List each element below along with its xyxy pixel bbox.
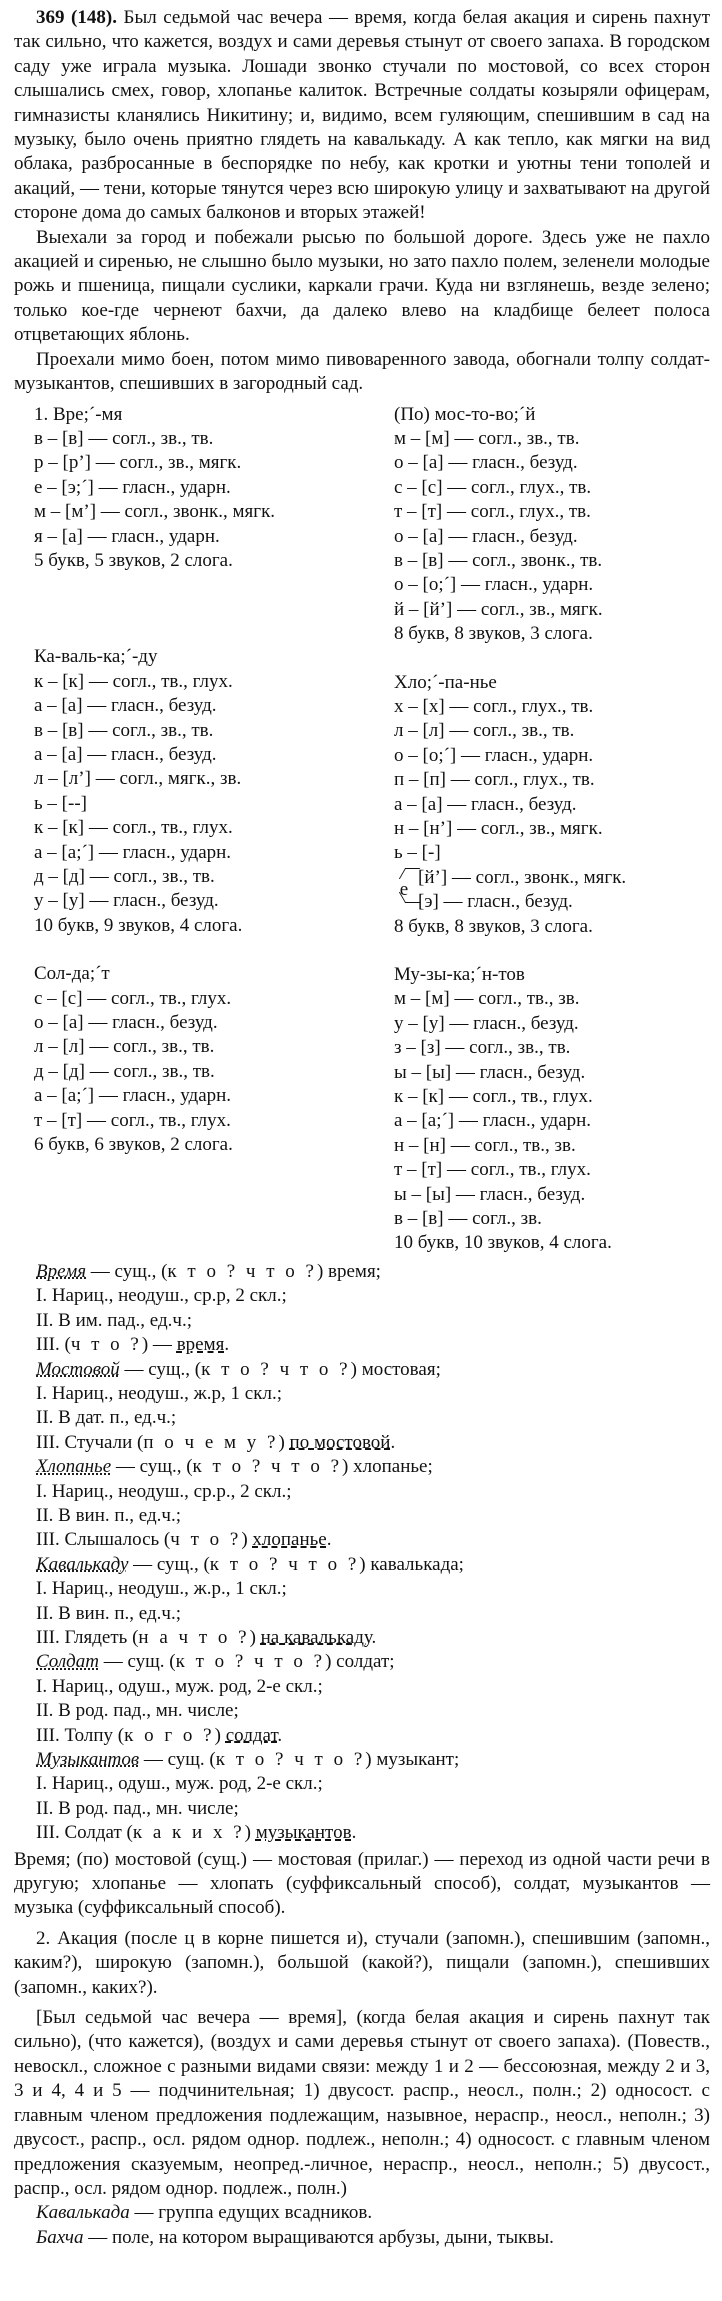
phonetic-block-khlopanye: Хло;´-па-нье х – [х] — согл., глух., тв. л – [л] — согл., зв., тв. о – [о;´] — гласн., ударн. п – [п] — согл., глух., тв. а – [а] — гласн., безуд. н – [н’] — согл., зв., мягк. ь – [-] е [й’] — согл., звонк., мягк. [э] — гласн., безуд. 8 букв, 8 звуков, 3 слога. xyxy=(394,671,710,939)
text-paragraph-1: 369 (148). Был седьмой час вечера — время, когда белая акация и сирень пахнут так сильно, что кажется, воздух и сами деревья стынут от своего запаха. В городском саду уже играла музыка. Лошади звонко стучали по мостовой, со всех сторон слышались смех, говор, хлопанье калиток. Встречные солдаты козыряли офицерам, гимназисты кланялись Никитину; и, видимо, всем гуляющим, спешившим в сад на музыку, было очень приятно глядеть на кавалькаду. А как тепло, как мягки на вид облака, разбросанные в беспорядке по небу, как кротки и уютны тени тополей и акаций, — тени, которые тянутся через всю широкую улицу и захватывают на другой стороне дома до самых балконов и вторых этажей! xyxy=(14,7,710,224)
text-paragraph-3: Проехали мимо боен, потом мимо пивоваренного завода, обогнали толпу солдат-музыкантов, спешивших в загородный сад. xyxy=(14,348,710,395)
sentence-analysis: [Был седьмой час вечера — время], (когда белая акация и сирень пахнут так сильно), (что кажется), (воздух и сами деревья стынут от своего запаха). (Повеств., невоскл., сложное с разными видами связи: между 1 и 2 — бессоюзная, между 2 и 3, 3 и 4, 4 и 5 — подчинительная; 1) двусост. распр., неосл., полн.; 2) односост. с главным членом предложения подлежащим, назывное, нераспр., неосл., неполн.; 3) двусост., распр., осл. рядом однор. подлеж., неполн.; 4) односост. с главным членом предложения сказуемым, неопред.-личное, нераспр., неосл., неполн.; 5) двусост., распр., осл. рядом однор. подлеж., полн.) xyxy=(14,2007,710,2199)
e-sound-fork: е [й’] — согл., звонк., мягк. [э] — гласн., безуд. xyxy=(394,866,710,915)
text-paragraph-2: Выехали за город и побежали рысью по большой дороге. Здесь уже не пахло акацией и сиренью, не слышно было музыки, но зато пахло полем, зеленели молодые рожь и пшеница, пищали суслики, каркали грачи. Куда ни взглянешь, везде зелено; только кое-где чернеют бахчи, да далеко влево на кладбище белеет полоса отцветающих яблонь. xyxy=(14,226,710,346)
morph-muzykantov: Музыкантов — сущ. (к т о ? ч т о ?) музыкант; I. Нариц., одуш., муж. род, 2-е скл.; II. В род. пад., мн. числе; III. Солдат (к а к и х ?) музыкантов. xyxy=(36,1749,460,1844)
word-formation: Время; (по) мостовой (сущ.) — мостовая (прилаг.) — переход из одной части речи в другую; хлопанье — хлопать (суффиксальный способ), солдат, музыкантов — музыка (суффиксальный способ). xyxy=(14,1848,710,1919)
spelling-notes: 2. Акация (после ц в корне пишется и), стучали (запомн.), спешившим (запомн., каким?), широкую (запомн.), большой (какой?), пищали (запомн.), спешивших (запомн., каких?). xyxy=(14,1927,710,1998)
definition-kavalkada: Кавалькада — группа едущих всадников. xyxy=(36,2202,373,2224)
exercise-text xyxy=(14,6,710,397)
phonetic-block-kavalkadu: Ка-валь-ка;´-ду к – [к] — согл., тв., глух. а – [а] — гласн., безуд. в – [в] — согл., зв., тв. а – [а] — гласн., безуд. л – [л’] — согл., мягк., зв. ь – [--] к – [к] — согл., тв., глух. а – [а;´] — гласн., ударн. д – [д] — согл., зв., тв. у – [у] — гласн., безуд. 10 букв, 9 звуков, 4 слога. xyxy=(34,646,243,936)
morph-khlopanye: Хлопанье — сущ., (к т о ? ч т о ?) хлопанье; I. Нариц., неодуш., ср.р., 2 скл.; II. В вин. п., ед.ч.; III. Слышалось (ч т о ?) хлопанье. xyxy=(36,1456,433,1551)
morph-soldat: Солдат — сущ. (к т о ? ч т о ?) солдат; I. Нариц., одуш., муж. род, 2-е скл.; II. В род. пад., мн. числе; III. Толпу (к о г о ?) солдат. xyxy=(36,1651,395,1746)
morph-kavalkadu: Кавалькаду — сущ., (к т о ? ч т о ?) кавалькада; I. Нариц., неодуш., ж.р., 1 скл.; II. В вин. п., ед.ч.; III. Глядеть (н а ч т о ?) на кавалькаду. xyxy=(36,1553,464,1648)
morphological-analysis xyxy=(14,1260,710,1846)
phonetic-block-vremya: 1. Вре;´-мя в – [в] — согл., зв., тв. р – [р’] — согл., зв., мягк. е – [э;´] — гласн., ударн. м – [м’] — согл., звонк., мягк. я – [а] — гласн., ударн. 5 букв, 5 звуков, 2 слога. xyxy=(34,403,276,571)
phonetic-column-left xyxy=(14,403,352,1256)
phonetic-block-mostovoy: (По) мос-то-во;´й м – [м] — согл., зв., тв. о – [а] — гласн., безуд. с – [с] — согл., глух., тв. т – [т] — согл., глух., тв. о – [а] — гласн., безуд. в – [в] — согл., звонк., тв. о – [о;´] — гласн., ударн. й – [й’] — согл., зв., мягк. 8 букв, 8 звуков, 3 слога. xyxy=(394,403,603,645)
exercise-number: 369 (148). xyxy=(36,7,117,28)
morph-vremya: Время — сущ., (к т о ? ч т о ?) время; I. Нариц., неодуш., ср.р, 2 скл.; II. В им. пад., ед.ч.; III. (ч т о ?) — время. xyxy=(36,1260,381,1356)
morph-mostovoy: Мостовой — сущ., (к т о ? ч т о ?) мостовая; I. Нариц., неодуш., ж.р, 1 скл.; II. В дат. п., ед.ч.; III. Стучали (п о ч е м у ?) по мостовой. xyxy=(36,1358,441,1453)
phonetic-column-right xyxy=(352,403,710,1256)
phonetic-block-muzykantov: Му-зы-ка;´н-тов м – [м] — согл., тв., зв. у – [у] — гласн., безуд. з – [з] — согл., зв., тв. ы – [ы] — гласн., безуд. к – [к] — согл., тв., глух. а – [а;´] — гласн., ударн. н – [н] — согл., тв., зв. т – [т] — согл., тв., глух. ы – [ы] — гласн., безуд. в – [в] — согл., зв. 10 букв, 10 звуков, 4 слога. xyxy=(394,964,612,1254)
phonetic-analysis xyxy=(14,403,710,1256)
phonetic-block-soldat: Сол-да;´т с – [с] — согл., тв., глух. о – [а] — гласн., безуд. л – [л] — согл., зв., тв. д – [д] — согл., зв., тв. а – [а;´] — гласн., ударн. т – [т] — согл., тв., глух. 6 букв, 6 звуков, 2 слога. xyxy=(34,963,233,1156)
definition-bakhcha: Бахча — поле, на котором выращиваются арбузы, дыни, тыквы. xyxy=(36,2226,554,2248)
definitions xyxy=(14,2201,710,2250)
